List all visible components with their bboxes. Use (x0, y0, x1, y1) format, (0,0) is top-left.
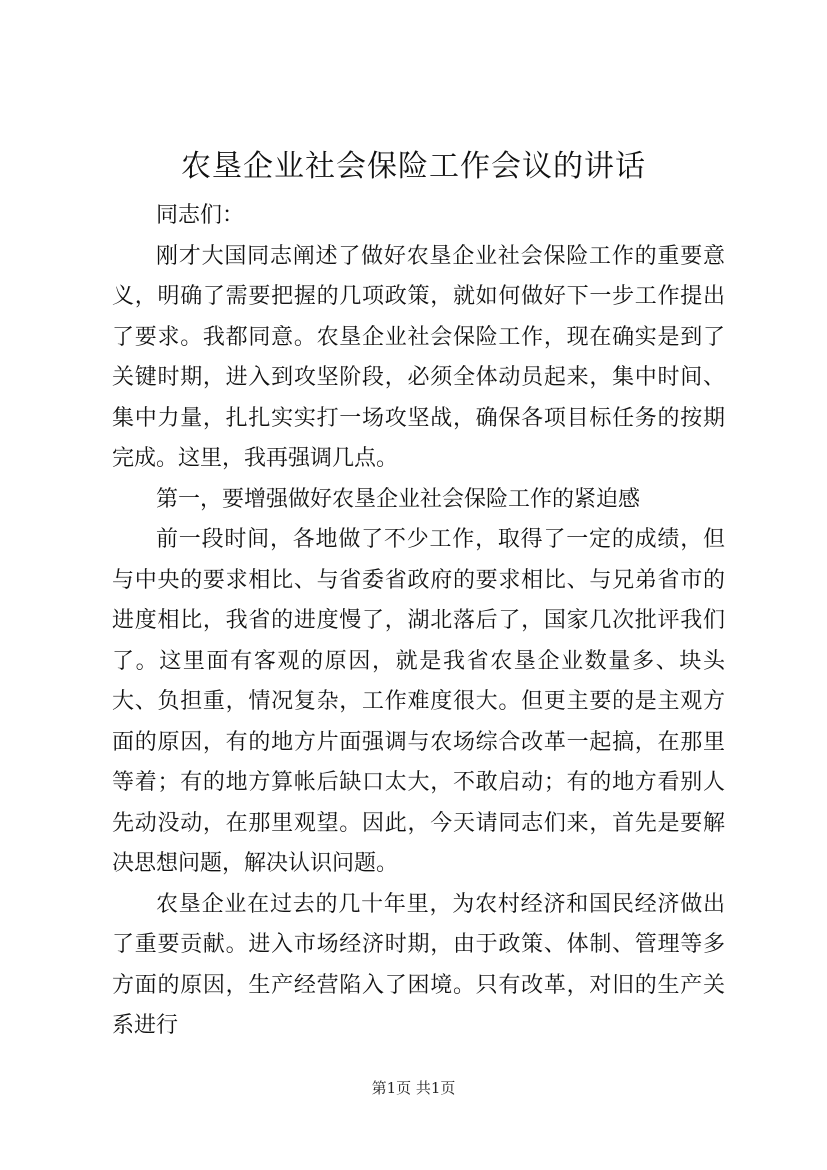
document-title: 农垦企业社会保险工作会议的讲话 (181, 149, 646, 184)
document-body (112, 196, 725, 1047)
salutation-paragraph: 同志们： (156, 203, 245, 228)
page-footer: 第1页 共1页 (371, 1079, 456, 1097)
section-heading: 第一，要增强做好农垦企业社会保险工作的紧迫感 (156, 486, 641, 512)
body-paragraph: 刚才大国同志阐述了做好农垦企业社会保险工作的重要意义，明确了需要把握的几项政策，就如何做好下一步工作提出了要求。我都同意。农垦企业社会保险工作，现在确实是到了关键时期，进入到攻坚阶段，必须全体动员起来，集中时间、集中力量，扎扎实实打一场攻坚战，确保各项目标任务的按期完成。这里，我再强调几点。 (112, 243, 725, 471)
body-paragraph: 农垦企业在过去的几十年里，为农村经济和国民经济做出了重要贡献。进入市场经济时期，由于政策、体制、管理等多方面的原因，生产经营陷入了困境。只有改革，对旧的生产关系进行 (112, 891, 725, 1038)
body-paragraph: 前一段时间，各地做了不少工作，取得了一定的成绩，但与中央的要求相比、与省委省政府的要求相比、与兄弟省市的进度相比，我省的进度慢了，湖北落后了，国家几次批评我们了。这里面有客观的原因，就是我省农垦企业数量多、块头大、负担重，情况复杂，工作难度很大。但更主要的是主观方面的原因，有的地方片面强调与农场综合改革一起搞，在那里等着；有的地方算帐后缺口太大，不敢启动；有的地方看别人先动没动，在那里观望。因此，今天请同志们来，首先是要解决思想问题，解决认识问题。 (112, 527, 725, 876)
